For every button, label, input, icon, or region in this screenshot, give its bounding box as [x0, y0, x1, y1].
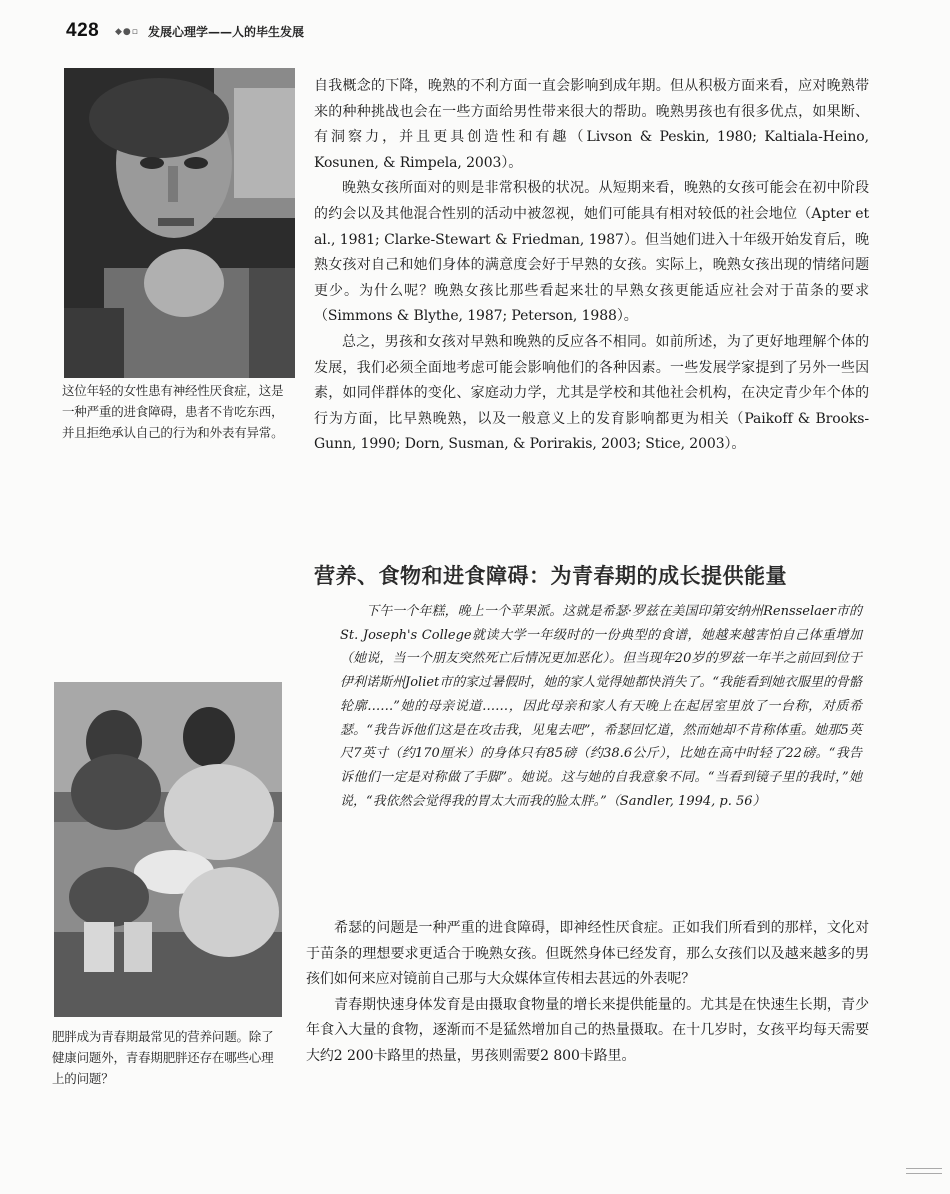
header-ornament: ◆●▫ [115, 27, 139, 37]
obesity-photo [54, 682, 282, 1017]
paragraph: 青春期快速身体发育是由摄取食物量的增长来提供能量的。尤其是在快速生长期，青少年食入大量的食物，逐渐而不是猛然增加自己的热量摄取。在十几岁时，女孩平均每天需要大约2 200卡路里的热量，男孩则需要2 800卡路里。 [306, 996, 869, 1064]
photo-caption-2: 肥胖成为青春期最常见的营养问题。除了健康问题外，青春期肥胖还存在哪些心理上的问题？ [52, 1029, 274, 1086]
paragraph: 晚熟女孩所面对的则是非常积极的状况。从短期来看，晚熟的女孩可能会在初中阶段的约会以及其他混合性别的活动中被忽视，她们可能具有相对较低的社会地位（Apter et al., 1981; Clarke-Stewart & Friedman, 1987）。但当她们进入十年级开始发育后，晚熟女孩对自己和她们身体的满意度会好于早熟的女孩。实际上，晚熟女孩出现的情绪问题更少。为什么呢？晚熟女孩比那些看起来壮的早熟女孩更能适应社会对于苗条的要求（Simmons & Blythe, 1987; Peterson, 1988）。 [314, 180, 869, 325]
book-title: 发展心理学——人的毕生发展 [148, 25, 305, 39]
margin-marks [906, 1168, 942, 1178]
paragraph: 总之，男孩和女孩对早熟和晚熟的反应各不相同。如前所述，为了更好地理解个体的发展，我们必须全面地考虑可能会影响他们的各种因素。一些发展学家提到了另外一些因素，如同伴群体的变化、家庭动力学，尤其是学校和其他社会机构，在决定青少年个体的行为方面，比早熟晚熟，以及一般意义上的发育影响都更为相关（Paikoff & Brooks-Gunn, 1990; Dorn, Susman, & Porirakis, 2003; Stice, 2003）。 [314, 333, 869, 453]
paragraph: 希瑟的问题是一种严重的进食障碍，即神经性厌食症。正如我们所看到的那样，文化对于苗条的理想要求更适合于晚熟女孩。但既然身体已经发育，那么女孩们以及越来越多的男孩们如何来应对镜前自己那与大众媒体宣传相去甚远的外表呢？ [306, 920, 869, 988]
anorexia-photo [64, 68, 295, 378]
paragraph: 自我概念的下降，晚熟的不利方面一直会影响到成年期。但从积极方面来看，应对晚熟带来的种种挑战也会在一些方面给男性带来很大的帮助。晚熟男孩也有很多优点，如果断、有洞察力，并且更具创造性和有趣（Livson & Peskin, 1980; Kaltiala-Heino, Kosunen, & Rimpela, 2003）。 [314, 78, 869, 171]
body-text-top [314, 74, 869, 458]
page-number: 428 [66, 20, 100, 41]
section-heading: 营养、食物和进食障碍：为青春期的成长提供能量 [314, 564, 787, 588]
case-quote: 下午一个年糕，晚上一个苹果派。这就是希瑟·罗兹在美国印第安纳州Rensselaer市的St. Joseph's College就读大学一年级时的一份典型的食谱，她越来越害怕自己体重增加（她说，当一个朋友突然死亡后情况更加恶化）。但当现年20岁的罗兹一年半之前回到位于伊利诺斯州Joliet市的家过暑假时，她的家人觉得她都快消失了。“我能看到她衣服里的骨骼轮廓……”她的母亲说道……，因此母亲和家人有天晚上在起居室里放了一台称，对质希瑟。“我告诉他们这是在攻击我，见鬼去吧”，希瑟回忆道，然而她却不肯称体重。她那5英尺7英寸（约170厘米）的身体只有85磅（约38.6公斤），比她在高中时轻了22磅。“我告诉他们一定是对称做了手脚”。她说。这与她的自我意象不同。“当看到镜子里的我时，”她说，“我依然会觉得我的胃太大而我的脸太胖。”（Sandler, 1994, p. 56） [340, 604, 862, 809]
running-header [66, 20, 946, 44]
photo-caption-1: 这位年轻的女性患有神经性厌食症，这是一种严重的进食障碍，患者不肯吃东西，并且拒绝承认自己的行为和外表有异常。 [62, 383, 284, 440]
body-text-bottom [306, 916, 869, 1070]
